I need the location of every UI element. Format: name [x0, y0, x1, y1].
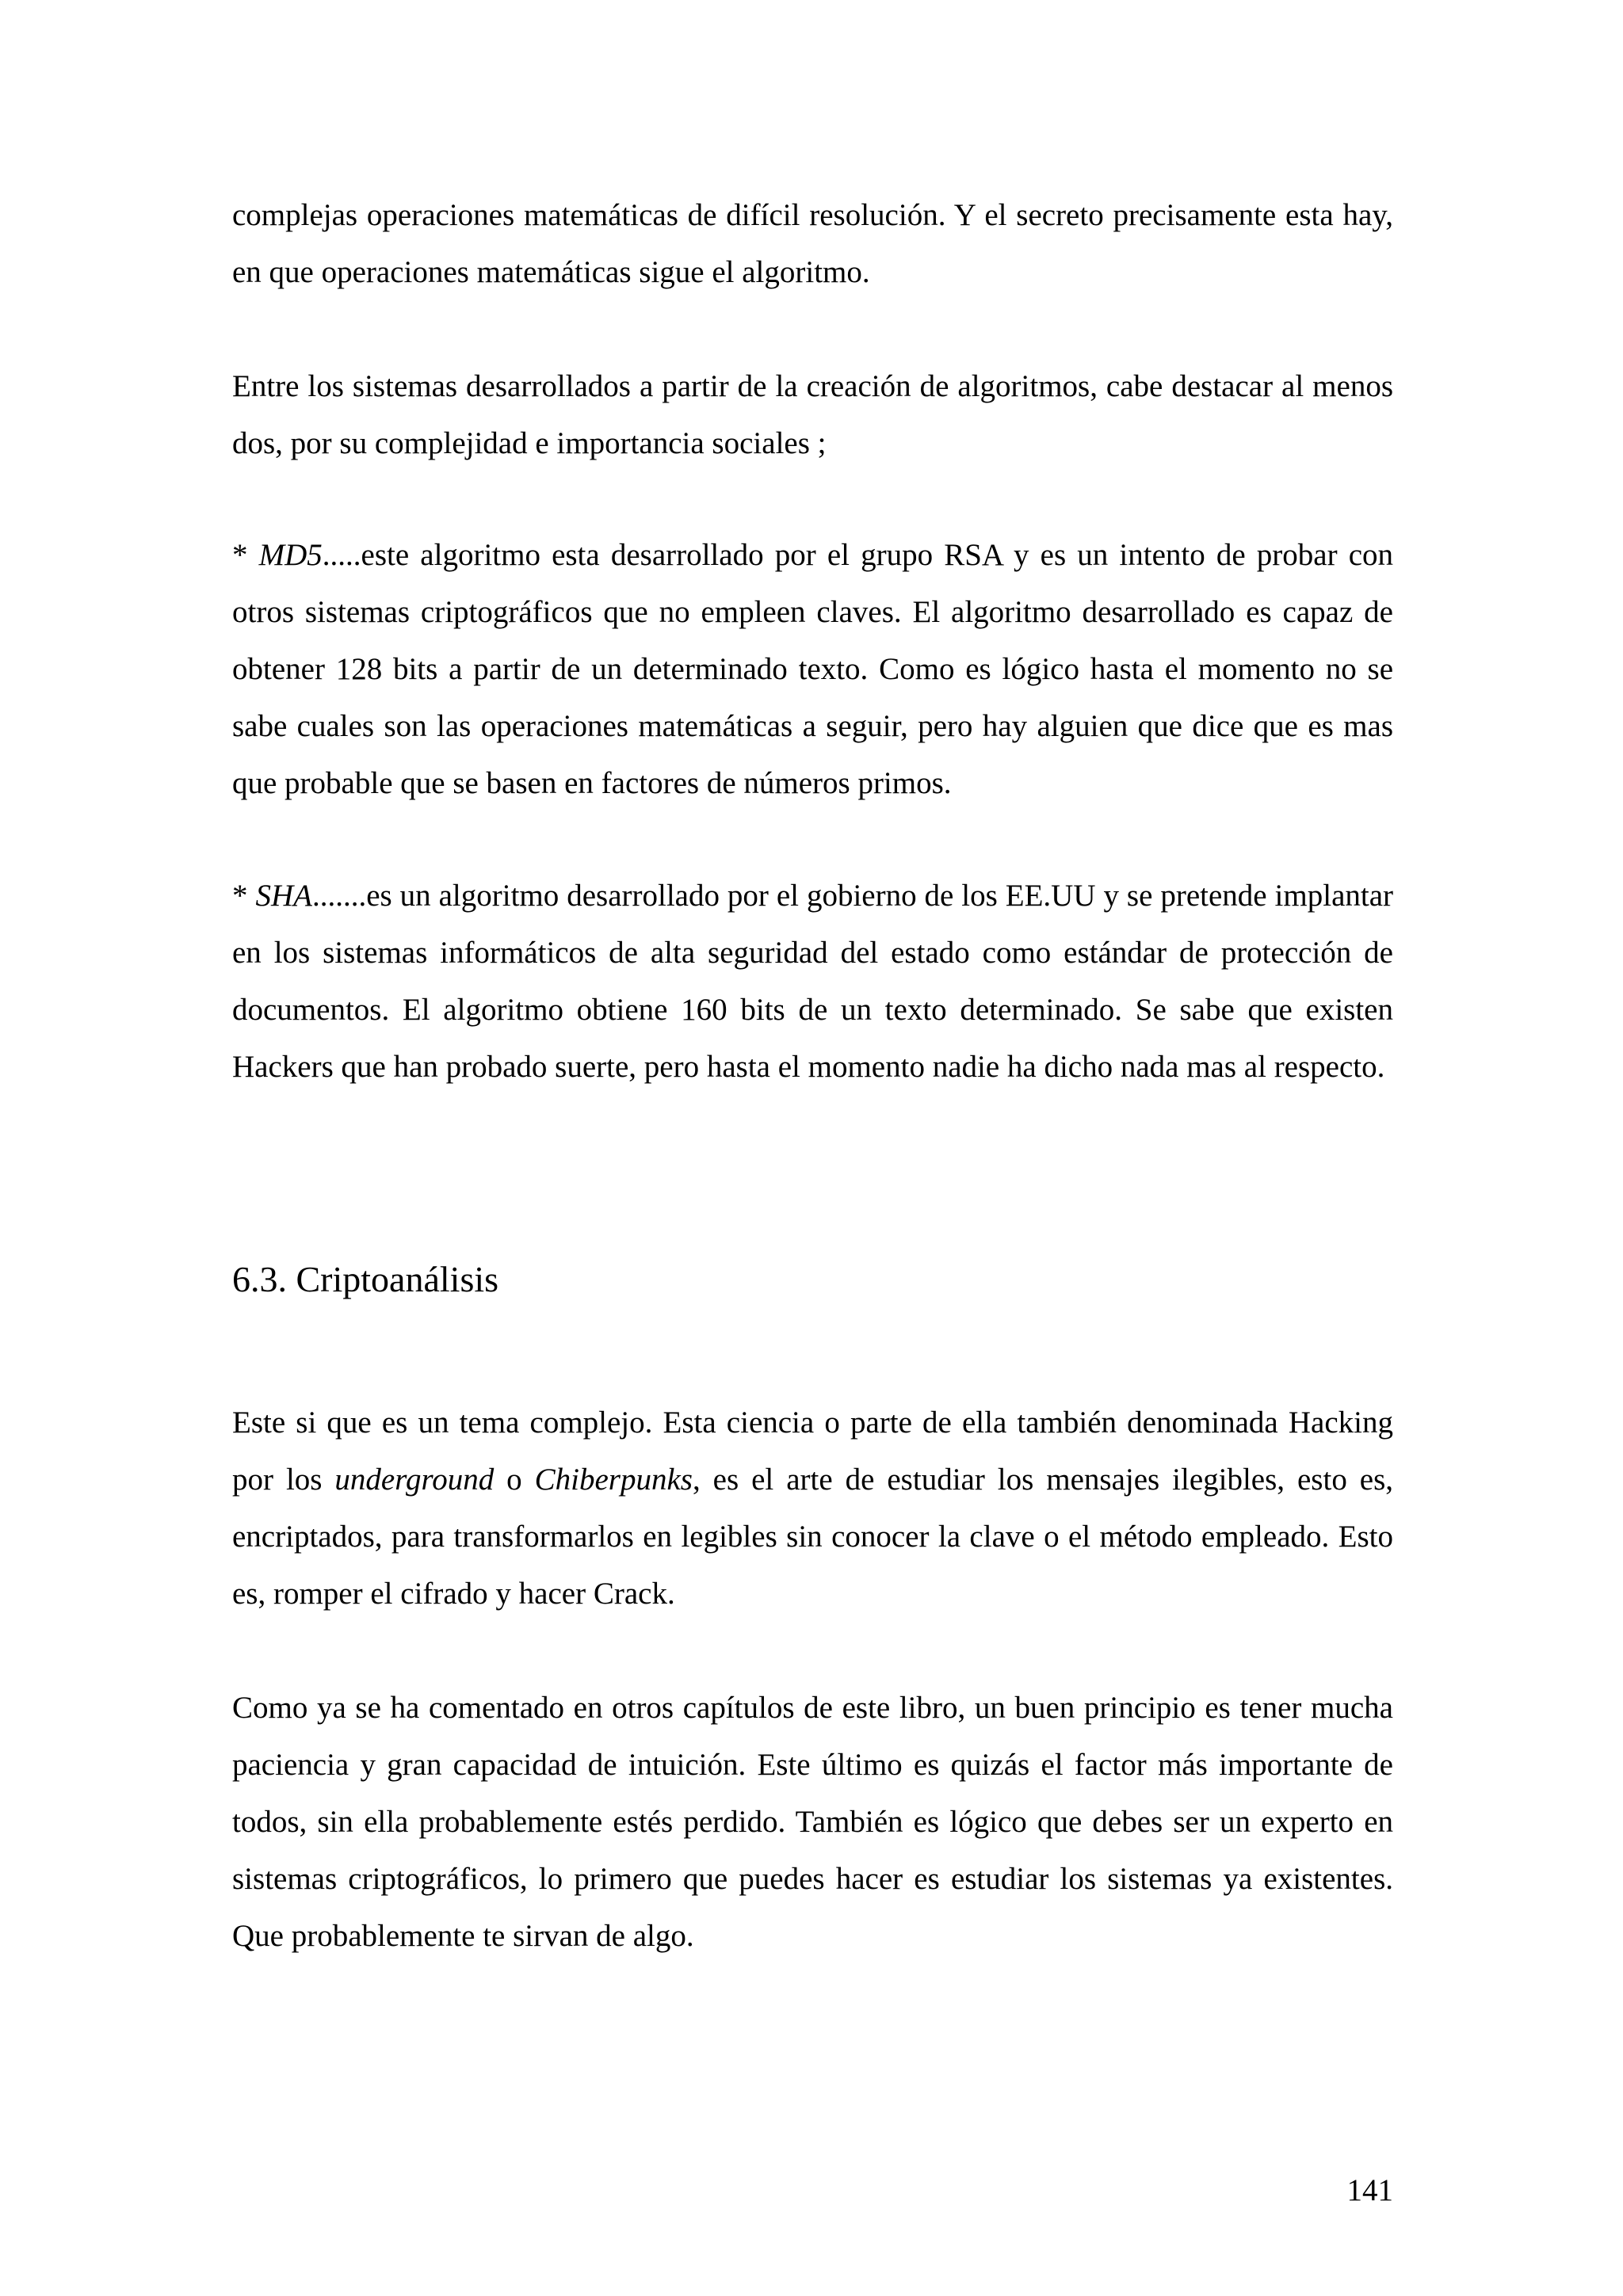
section-heading: 6.3. Criptoanálisis — [232, 1259, 499, 1299]
cryptanalysis-text-part3: , es el arte de estudiar los mensajes ilegibles, esto es, encriptados, para transformarlos en legibles sin conocer la clave o el método empleado. Esto es, romper el cifrado y hacer Crack. — [232, 1463, 1394, 1611]
md5-description: .....este algoritmo esta desarrollado por el grupo RSA y es un intento de probar con otros sistemas criptográficos que no empleen claves. El algoritmo desarrollado es capaz de obtener 128 bits a partir de un determinado texto. Como es lógico hasta el momento no se sabe cuales son las operaciones matemáticas a seguir, pero hay alguien que dice que es mas que probable que se basen en factores de números primos. — [232, 538, 1394, 800]
paragraph-sha — [232, 868, 1393, 1096]
cryptanalysis-text-part1: Este si que es un tema complejo. Esta ciencia o parte de ella también denominada Hacking por los — [232, 1405, 1393, 1497]
md5-prefix: * — [232, 538, 259, 572]
sha-prefix: * — [232, 879, 256, 913]
page-number: 141 — [1346, 2173, 1393, 2207]
chiberpunks-term: Chiberpunks — [534, 1463, 693, 1497]
paragraph-patience-intuition: Como ya se ha comentado en otros capítulos de este libro, un buen principio es tener mucha paciencia y gran capacidad de intuición. Este último es quizás el factor más importante de todos, sin ella probablemente estés perdido. También es lógico que debes ser un experto en sistemas criptográficos, lo primero que puedes hacer es estudiar los sistemas ya existentes. Que probablemente te sirvan de algo. — [232, 1691, 1393, 1953]
paragraph-complex-operations: complejas operaciones matemáticas de difícil resolución. Y el secreto precisamente esta hay, en que operaciones matemáticas sigue el algoritmo. — [232, 198, 1393, 289]
sha-term: SHA — [255, 879, 312, 913]
underground-term: underground — [334, 1463, 495, 1497]
md5-term: MD5 — [258, 538, 323, 572]
sha-description: .......es un algoritmo desarrollado por el gobierno de los EE.UU y se pretende implantar en los sistemas informáticos de alta seguridad del estado como estándar de protección de documentos. El algoritmo obtiene 160 bits de un texto determinado. Se sabe que existen Hackers que han probado suerte, pero hasta el momento nadie ha dicho nada mas al respecto. — [232, 879, 1394, 1084]
paragraph-algorithm-systems: Entre los sistemas desarrollados a partir de la creación de algoritmos, cabe destacar al menos dos, por su complejidad e importancia sociales ; — [232, 369, 1393, 460]
cryptanalysis-text-part2: o — [494, 1463, 535, 1497]
paragraph-md5 — [232, 527, 1393, 812]
paragraph-cryptanalysis-intro — [232, 1394, 1393, 1623]
